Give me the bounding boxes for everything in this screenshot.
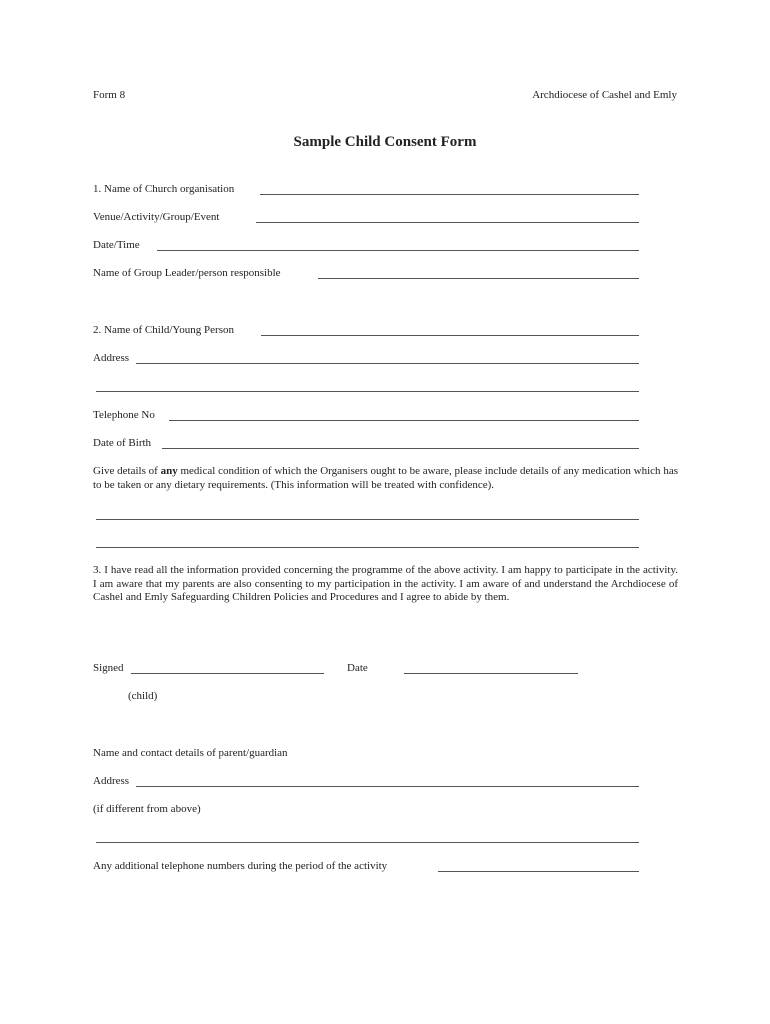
- venue-field[interactable]: [256, 222, 639, 223]
- church-org-field[interactable]: [260, 194, 639, 195]
- child-address-label: Address: [93, 352, 130, 364]
- datetime-label: Date/Time: [93, 239, 140, 251]
- dob-label: Date of Birth: [93, 437, 152, 449]
- form-number: Form 8: [93, 89, 126, 101]
- child-name-label: 2. Name of Child/Young Person: [93, 324, 234, 336]
- page-title: Sample Child Consent Form: [293, 134, 477, 150]
- signed-label: Signed: [93, 662, 124, 674]
- organisation-name: Archdiocese of Cashel and Emly: [532, 89, 677, 101]
- date-field[interactable]: [404, 673, 578, 674]
- child-label: (child): [128, 690, 158, 702]
- date-label: Date: [347, 662, 368, 674]
- different-address-label: (if different from above): [93, 803, 201, 815]
- consent-statement: 3. I have read all the information provided concerning the programme of the above activity. I am happy to participate in the activity. I am aware that my parents are also consenting to my participation in the activity. I am aware of and understand the Archdiocese of Cashel and Emly Safeguarding Children Policies and Procedures and I agree to abide by them.: [93, 564, 678, 603]
- signature-field[interactable]: [131, 673, 324, 674]
- parent-address-field-2[interactable]: [96, 842, 639, 843]
- telephone-label: Telephone No: [93, 409, 155, 421]
- medical-field-2[interactable]: [96, 547, 639, 548]
- medical-instructions: Give details of any medical condition of which the Organisers ought to be aware, please include details of any medication which has to be taken or any dietary requirements. (This information will be treated with confidence).: [93, 465, 679, 491]
- additional-phone-field[interactable]: [438, 871, 639, 872]
- venue-label: Venue/Activity/Group/Event: [93, 211, 220, 223]
- medical-field-1[interactable]: [96, 519, 639, 520]
- additional-phone-label: Any additional telephone numbers during the period of the activity: [93, 860, 388, 872]
- child-name-field[interactable]: [261, 335, 639, 336]
- dob-field[interactable]: [162, 448, 639, 449]
- datetime-field[interactable]: [157, 250, 639, 251]
- leader-label: Name of Group Leader/person responsible: [93, 267, 281, 279]
- church-org-label: 1. Name of Church organisation: [93, 183, 235, 195]
- parent-heading: Name and contact details of parent/guardian: [93, 747, 288, 759]
- parent-address-field[interactable]: [136, 786, 639, 787]
- child-address-field[interactable]: [136, 363, 639, 364]
- leader-field[interactable]: [318, 278, 639, 279]
- child-address-field-2[interactable]: [96, 391, 639, 392]
- parent-address-label: Address: [93, 775, 130, 787]
- telephone-field[interactable]: [169, 420, 639, 421]
